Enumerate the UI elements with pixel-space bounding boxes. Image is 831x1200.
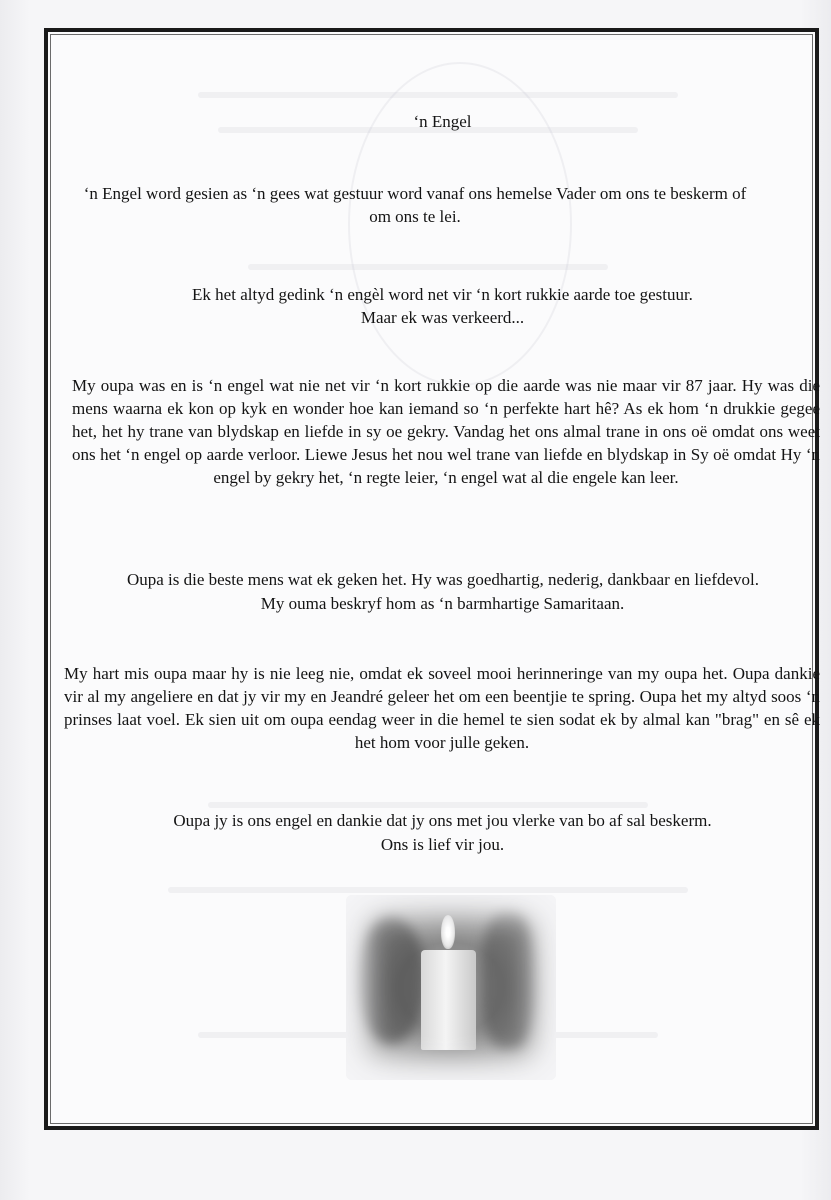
paragraph-thought: Ek het altyd gedink ‘n engèl word net vir ‘n kort rukkie aarde toe gestuur. [192, 285, 693, 304]
paragraph-samaritan: My ouma beskryf hom as ‘n barmhartige Samaritaan. [260, 594, 625, 613]
show-through-line [168, 887, 688, 893]
show-through-line [198, 92, 678, 98]
paragraph-love: Ons is lief vir jou. [380, 835, 505, 854]
candle-photo [346, 895, 556, 1080]
page-title: ‘n Engel [413, 112, 472, 131]
paragraph-closing: Oupa jy is ons engel en dankie dat jy ons met jou vlerke van bo af sal beskerm. [173, 811, 712, 830]
paragraph-memories: My hart mis oupa maar hy is nie leeg nie, omdat ek soveel mooi herinneringe van my oupa het. Oupa dankie vir al my angeliere en dat jy vir my en Jeandré geleer het om een beentjie te spring. Oupa het my altyd soos ‘n prinses laat voel. Ek sien uit om oupa eendag weer in die hemel te sien sodat ek by almal kan "brag" en sê ek het hom voor julle geken. [64, 664, 820, 752]
show-through-line [248, 264, 608, 270]
photo-vignette [346, 895, 556, 1080]
paragraph-oupa-angel: My oupa was en is ‘n engel wat nie net vir ‘n kort rukkie op die aarde was nie maar vir 87 jaar. Hy was die mens waarna ek kon op kyk en wonder hoe kan iemand so ‘n perfekte hart hê? As ek hom ‘n drukkie gegee het, het hy trane van blydskap en liefde in sy oe gekry. Vandag het ons almal trane in ons oë omdat ons weet ons het ‘n engel op aarde verloor. Liewe Jesus het nou wel trane van liefde en blydskap in Sy oë omdat Hy ‘n engel by gekry het, ‘n regte leier, ‘n engel wat al die engele kan leer. [72, 376, 820, 487]
show-through-line [208, 802, 648, 808]
paragraph-intro: ‘n Engel word gesien as ‘n gees wat gestuur word vanaf ons hemelse Vader om ons te beskerm of om ons te lei. [83, 184, 747, 226]
paragraph-best-person: Oupa is die beste mens wat ek geken het. Hy was goedhartig, nederig, dankbaar en liefdevol. [126, 570, 760, 589]
paragraph-correction: Maar ek was verkeerd... [360, 308, 525, 327]
